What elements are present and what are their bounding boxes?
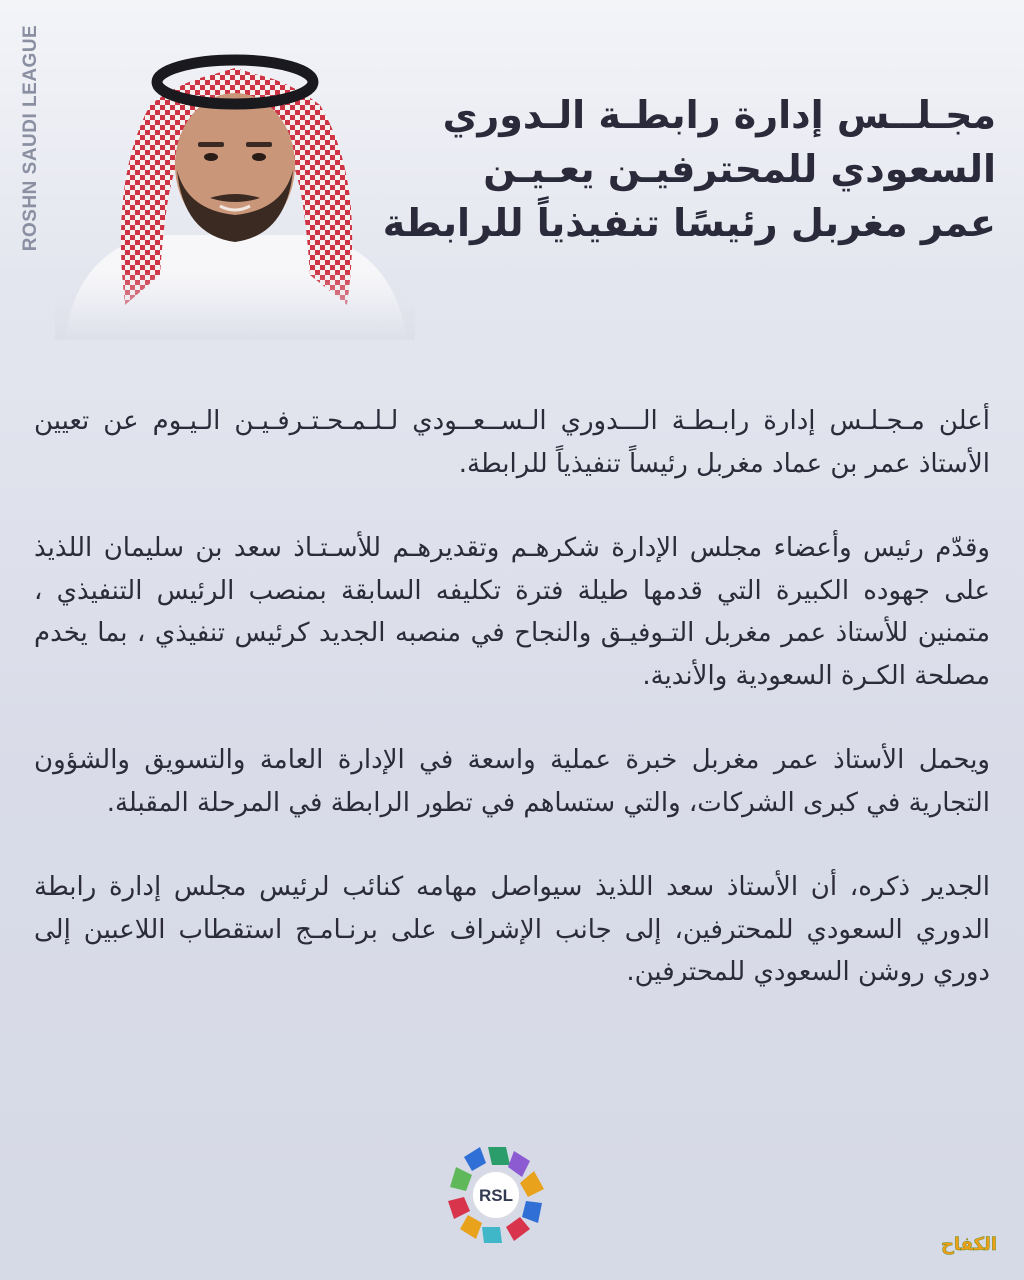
article-body: [34, 400, 990, 994]
headline: [382, 88, 996, 250]
league-side-label: [14, 18, 48, 258]
rsl-logo-text: RSL: [479, 1186, 513, 1205]
headline-line-3: عمر مغربل رئيسًا تنفيذياً للرابطة: [382, 201, 996, 245]
league-label-text: ROSHN SAUDI LEAGUE: [20, 24, 41, 252]
headline-line-2: السعودي للمحترفيـن يعـيـن: [483, 147, 996, 191]
paragraph-3: ويحمل الأستاذ عمر مغربل خبرة عملية واسعة في الإدارة العامة والتسويق والشؤون التجارية في كبرى الشركات، والتي ستساهم في تطور الرابطة في المرحلة المقبلة.: [34, 745, 990, 818]
paragraph-2: وقدّم رئيس وأعضاء مجلس الإدارة شكرهـم وتقديرهـم للأسـتـاذ سعد بن سليمان اللذيذ على جهوده الكبيرة التي قدمها طيلة فترة تكليفه السابقة بمنصب الرئيس التنفيذي ، متمنين للأستاذ عمر مغربل التـوفيـق والنجاح في منصبه الجديد كرئيس تنفيذي ، بما يخدم مصلحة الكـرة السعودية والأندية.: [34, 533, 990, 691]
rsl-logo-icon: [440, 1143, 552, 1247]
paragraph-1: أعلن مـجـلـس إدارة رابـطـة الـــدوري الـســعــودي لـلـمـحـتـرفـيـن الـيـوم عن تعيين الأستاذ عمر بن عماد مغربل رئيساً تنفيذياً للرابطة.: [34, 406, 990, 479]
person-portrait-image: [55, 20, 415, 340]
headline-line-1: مجـلــس إدارة رابطـة الـدوري: [442, 93, 996, 137]
watermark-text: الكفاح: [940, 1233, 998, 1255]
site-watermark-logo-icon: [930, 1218, 1008, 1270]
paragraph-4: الجدير ذكره، أن الأستاذ سعد اللذيذ سيواصل مهامه كنائب لرئيس مجلس إدارة رابطة الدوري السعودي للمحترفين، إلى جانب الإشراف على برنـامـج استقطاب اللاعبين إلى دوري روشن السعودي للمحترفين.: [34, 872, 990, 987]
